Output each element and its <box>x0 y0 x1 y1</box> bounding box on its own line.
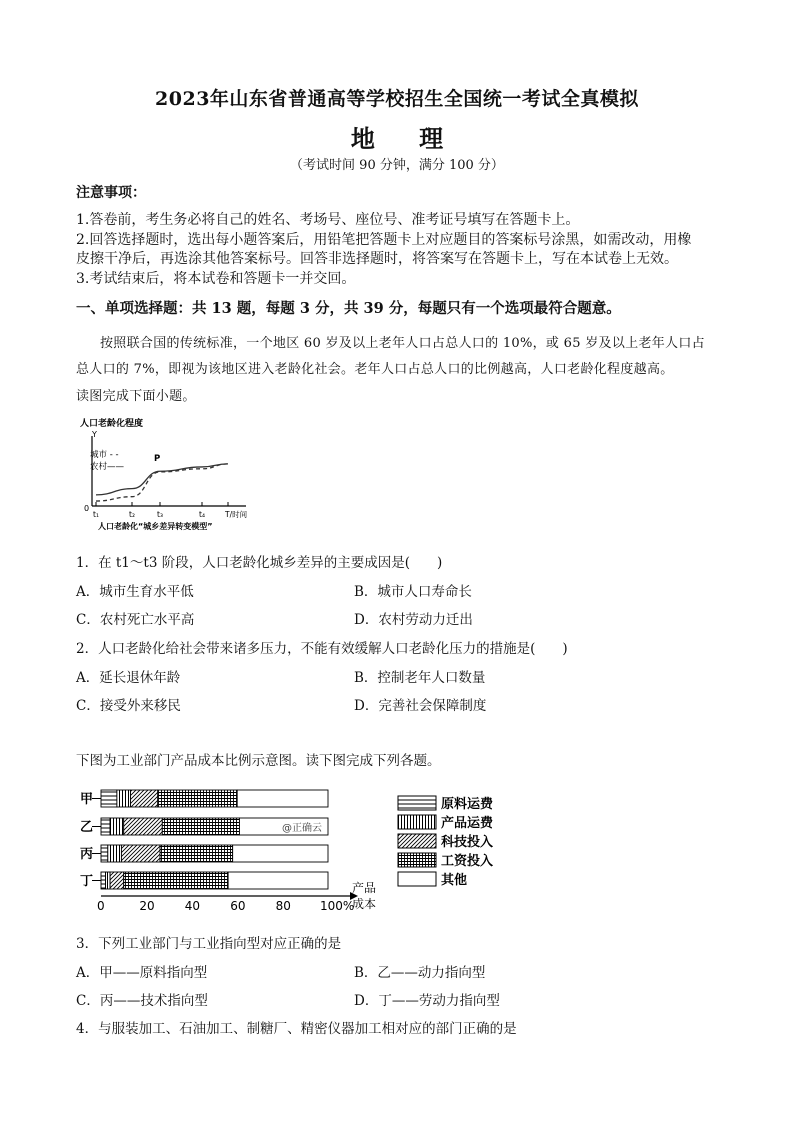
exam-time-note: （考试时间 90 分钟，满分 100 分） <box>290 158 504 173</box>
q3-option-c[interactable]: C．丙——技术指向型 <box>76 993 208 1009</box>
bar-segment <box>117 790 131 807</box>
bar-segment <box>124 818 163 835</box>
bar-segment <box>158 790 237 807</box>
legend-swatch <box>398 796 436 810</box>
legend-label: 产品运费 <box>441 816 494 831</box>
bar-category-label: 甲 <box>80 792 94 807</box>
notice-heading: 注意事项： <box>76 185 146 201</box>
chart1-tick-label: T/时间 <box>225 510 248 519</box>
q2-option-b[interactable]: B．控制老年人口数量 <box>354 670 486 686</box>
bar-segment <box>162 818 239 835</box>
q2-option-a[interactable]: A．延长退休年龄 <box>76 670 181 686</box>
notice-item: 3.考试结束后，将本试卷和答题卡一并交回。 <box>76 271 356 287</box>
q3-option-a[interactable]: A．甲——原料指向型 <box>76 965 208 981</box>
passage-line: 读图完成下面小题。 <box>76 389 196 404</box>
question-3: 3．下列工业部门与工业指向型对应正确的是 <box>76 936 342 952</box>
q3-option-b[interactable]: B．乙——动力指向型 <box>354 965 486 981</box>
legend-swatch <box>398 834 436 848</box>
chart2-tick-label: 80 <box>275 899 291 913</box>
bar-segment <box>110 818 124 835</box>
chart1-tick-group <box>93 502 247 519</box>
q1-option-d[interactable]: D．农村劳动力迁出 <box>354 612 473 628</box>
bar-segment <box>237 790 328 807</box>
watermark: @正确云 <box>282 823 322 834</box>
chart1-tick-label: t₁ <box>93 510 99 519</box>
chart2-axis <box>97 892 358 913</box>
chart1-tick-label: t₃ <box>157 510 163 519</box>
figure2-intro: 下图为工业部门产品成本比例示意图。读下图完成下列各题。 <box>76 753 441 769</box>
q3-option-d[interactable]: D．丁——劳动力指向型 <box>354 993 500 1009</box>
section-heading: 一、单项选择题：共 13 题，每题 3 分，共 39 分，每题只有一个选项最符合题意。 <box>76 300 621 317</box>
chart2-legend <box>398 796 494 888</box>
exam-title: 2023年山东省普通高等学校招生全国统一考试全真模拟 <box>155 88 639 110</box>
bar-segment <box>131 790 158 807</box>
bar-category-label: 乙 <box>80 820 94 835</box>
question-1: 1．在 t1～t3 阶段，人口老龄化城乡差异的主要成因是( ) <box>76 555 443 571</box>
question-2: 2．人口老龄化给社会带来诸多压力，不能有效缓解人口老龄化压力的措施是( ) <box>76 641 568 657</box>
notice-item: 1.答卷前，考生务必将自己的姓名、考场号、座位号、准考证号填写在答题卡上。 <box>76 212 580 228</box>
chart2-xlabel-2: 成本 <box>352 897 377 911</box>
bar-segment <box>110 872 124 889</box>
q1-option-c[interactable]: C．农村死亡水平高 <box>76 612 195 628</box>
chart1-origin: 0 <box>84 504 90 513</box>
legend-label: 其他 <box>441 873 468 888</box>
passage-line: 总人口的 7%，即视为该地区进入老龄化社会。老年人口占总人口的比例越高，人口老龄化程度越高。 <box>76 362 674 377</box>
passage-line: 按照联合国的传统标准，一个地区 60 岁及以上老年人口占总人口的 10%，或 65 岁及以上老年人口占 <box>100 336 705 351</box>
bar-category-label: 丁 <box>80 874 94 889</box>
cost-ratio-chart <box>76 782 516 914</box>
chart2-tick-label: 20 <box>139 899 155 913</box>
legend-swatch <box>398 853 436 867</box>
bar-category-label: 丙 <box>80 847 94 862</box>
chart2-tick-label: 60 <box>230 899 246 913</box>
chart2-xlabel-1: 产品 <box>352 881 377 895</box>
bar-segment <box>160 845 233 862</box>
bar-segment <box>121 845 160 862</box>
bar-group <box>80 790 328 889</box>
q1-option-b[interactable]: B．城市人口寿命长 <box>354 584 472 600</box>
bar-segment <box>124 872 228 889</box>
bar-segment <box>101 818 110 835</box>
q1-option-a[interactable]: A．城市生育水平低 <box>76 584 194 600</box>
bar-segment <box>101 872 106 889</box>
bar-segment <box>228 872 328 889</box>
legend-city: 城市 - - <box>90 450 119 460</box>
legend-label: 原料运费 <box>441 797 494 812</box>
question-4: 4．与服装加工、石油加工、制糖厂、精密仪器加工相对应的部门正确的是 <box>76 1021 517 1037</box>
bar-segment <box>108 845 122 862</box>
chart1-tick-label: t₂ <box>129 510 135 519</box>
notice-item: 2.回答选择题时，选出每小题答案后，用铅笔把答题卡上对应题目的答案标号涂黑，如需改动，用橡 <box>76 232 692 248</box>
legend-rural: 农村—— <box>90 462 125 472</box>
point-p-label: P <box>154 454 161 464</box>
bar-segment <box>233 845 328 862</box>
notice-item: 皮擦干净后，再选涂其他答案标号。回答非选择题时，将答案写在答题卡上，写在本试卷上无效。 <box>76 251 678 267</box>
q2-option-c[interactable]: C．接受外来移民 <box>76 698 181 714</box>
legend-label: 工资投入 <box>441 854 494 869</box>
bar-segment <box>101 845 108 862</box>
chart1-tick-label: t₄ <box>199 510 205 519</box>
chart1-ylabel: 人口老龄化程度 <box>80 419 144 429</box>
legend-swatch <box>398 872 436 886</box>
bar-segment <box>101 790 117 807</box>
chart1-y-axis-label: Y <box>92 430 97 439</box>
legend-label: 科技投入 <box>441 835 494 850</box>
chart2-tick-label: 40 <box>184 899 201 913</box>
aging-model-chart <box>78 414 268 536</box>
chart1-caption: 人口老龄化“城乡差异转变模型” <box>98 522 213 531</box>
chart2-tick-label: 100% <box>320 899 355 913</box>
bar-segment <box>106 872 111 889</box>
subject-title: 地 理 <box>350 124 444 153</box>
q2-option-d[interactable]: D．完善社会保障制度 <box>354 698 487 714</box>
chart2-tick-label: 0 <box>97 899 105 913</box>
legend-swatch <box>398 815 436 829</box>
